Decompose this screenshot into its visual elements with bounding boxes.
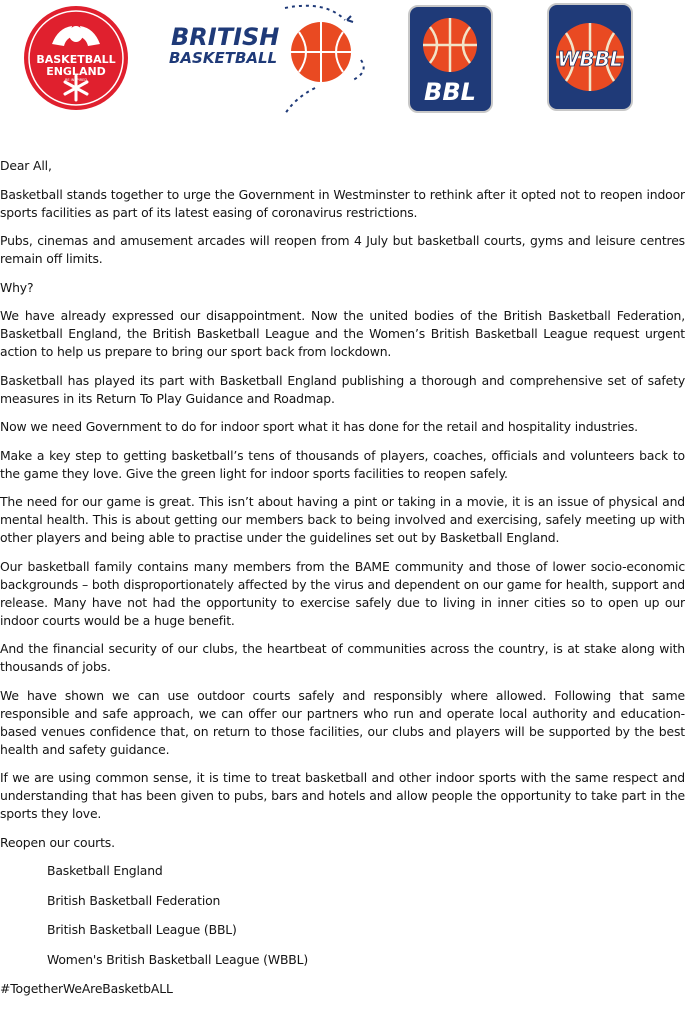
be-logo-tagline: BE INSPIRED: [64, 78, 88, 82]
letter-paragraph: And the financial security of our clubs, the heartbeat of communities across the country, is at stake along with thousands of jobs.: [0, 641, 685, 674]
signatory: British Basketball League (BBL): [47, 922, 237, 937]
letter-paragraph: Why?: [0, 279, 34, 295]
basketball-england-logo: [22, 4, 130, 112]
hashtag: #TogetherWeAreBasketbALL: [0, 981, 173, 996]
wbbl-logo: [547, 3, 633, 111]
letter-paragraph: Pubs, cinemas and amusement arcades will reopen from 4 July but basketball courts, gyms and leisure centres remain off limits.: [0, 233, 685, 266]
letter-paragraph: Basketball has played its part with Basketball England publishing a thorough and comprehensive set of safety measures in its Return To Play Guidance and Roadmap.: [0, 372, 685, 406]
letter-paragraph: Our basketball family contains many members from the BAME community and those of lower socio-economic backgrounds – both disproportionately affected by the virus and dependent on our game for health, support and release. Many have not had the opportunity to exercise safely due to living in inner cities so to open up our indoor courts would be a huge benefit.: [0, 558, 685, 628]
bbl-logo-text: BBL: [424, 78, 476, 106]
be-logo-line1: BASKETBALL: [36, 53, 116, 66]
letter-paragraph: Make a key step to getting basketball’s tens of thousands of players, coaches, officials and volunteers back to the game they love. Give the green light for indoor sports facilities to reopen safely.: [0, 447, 685, 481]
letter-paragraph: Basketball stands together to urge the Government in Westminster to rethink after it opted not to reopen indoor sports facilities as part of its latest easing of coronavirus restrictions.: [0, 186, 685, 220]
signatory: British Basketball Federation: [47, 892, 221, 908]
bb-logo-line2: BASKETBALL: [169, 49, 278, 67]
signatories-list: [0, 862, 685, 980]
letter-paragraph: We have shown we can use outdoor courts safely and responsibly where allowed. Following that same responsible and safe approach, we can offer our partners who run and operate local authority and education-based venues confidence that, on return to those facilities, our clubs and players will be supported by the best health and safety guidance.: [0, 687, 685, 757]
signatory: Basketball England: [47, 863, 163, 878]
letter-paragraph: The need for our game is great. This isn’t about having a pint or taking in a movie, it is an issue of physical and mental health. This is about getting our members back to being involved and exercising, safely meeting up with other players and being able to practise under the guidelines set out by Basketball England.: [0, 494, 685, 545]
british-basketball-logo: [165, 0, 375, 118]
letter-closing: Reopen our courts.: [0, 834, 115, 850]
logo-header: [0, 0, 685, 125]
letter-paragraph: Now we need Government to do for indoor sport what it has done for the retail and hospitality industries.: [0, 419, 638, 434]
bbl-logo: [408, 5, 493, 113]
wbbl-logo-text: WBBL: [557, 47, 623, 71]
signatory: Women's British Basketball League (WBBL): [47, 951, 309, 967]
bb-logo-line1: BRITISH: [171, 23, 280, 51]
letter-paragraph: We have already expressed our disappointment. Now the united bodies of the British Basketball Federation, Basketball England, the British Basketball League and the Women’s British Basketball League request urgent action to help us prepare to bring our sport back from lockdown.: [0, 308, 685, 359]
letter-greeting: Dear All,: [0, 158, 52, 173]
letter-body: [0, 157, 685, 1009]
be-logo-line2: ENGLAND: [46, 65, 106, 78]
letter-paragraph: If we are using common sense, it is time to treat basketball and other indoor sports with the same respect and understanding that has been given to pubs, bars and hotels and allow people the opportunity to take part in the sports they love.: [0, 770, 685, 821]
